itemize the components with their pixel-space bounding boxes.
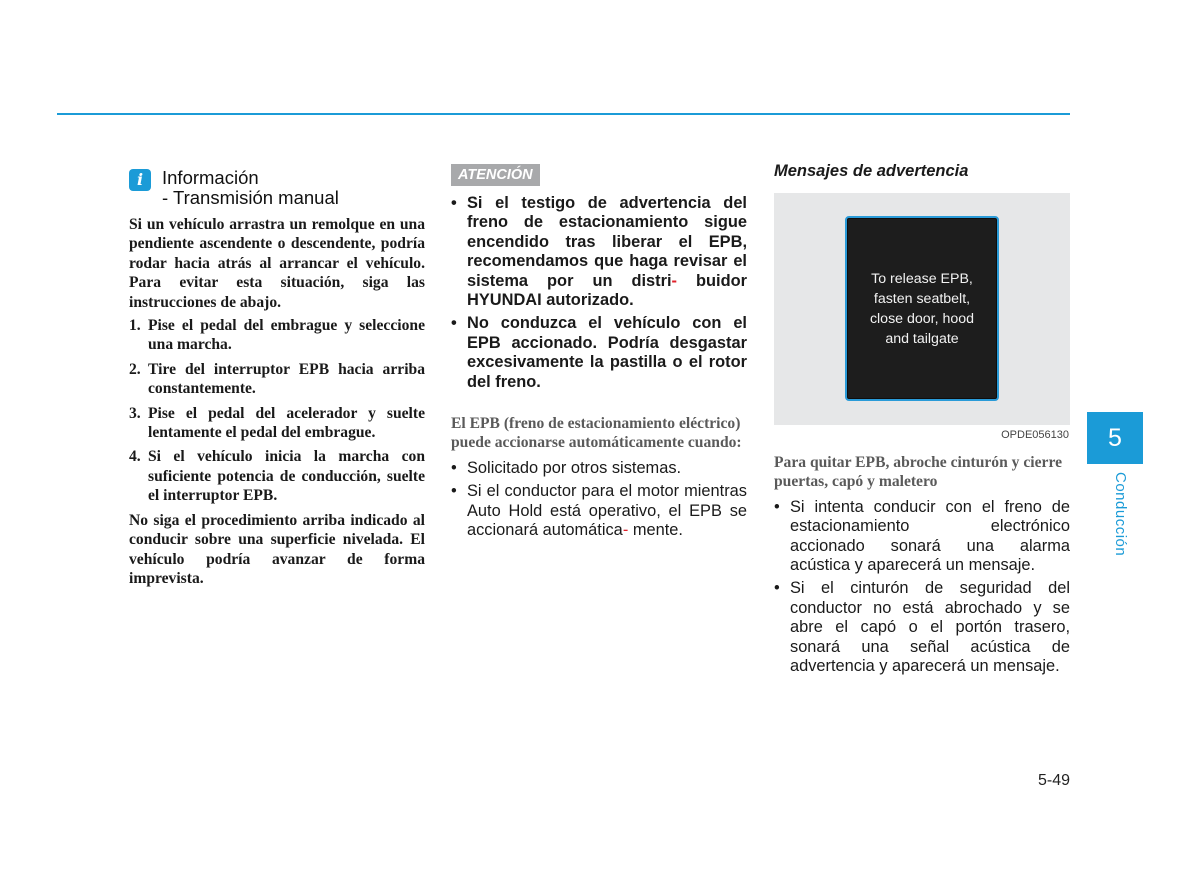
info-header: [129, 168, 425, 208]
list-item: [451, 194, 747, 310]
step-text: Pise el pedal del acelerador y suelte lentamente el pedal del embrague.: [148, 404, 425, 442]
info-title-line2: - Transmisión manual: [162, 187, 339, 208]
auto-apply-list: [451, 459, 747, 541]
warnings-text-2: Si el cinturón de seguridad del conductor no está abrochado y se abre el capó o el portón trasero, sonará una señal acústica de advertencia y aparecerá un mensaje.: [790, 579, 1070, 676]
bullet-icon: •: [774, 497, 780, 516]
header-rule: [57, 113, 1070, 115]
list-item: [774, 579, 1070, 676]
info-section: [129, 168, 425, 588]
list-item: [451, 482, 747, 540]
warnings-heading: Para quitar EPB, abroche cinturón y cierre puertas, capó y maletero: [774, 454, 1063, 491]
step-text: Pise el pedal del embrague y seleccione una marcha.: [148, 317, 425, 354]
step-number: 2.: [129, 360, 141, 378]
step-item: [129, 360, 425, 399]
auto-apply-heading: El EPB (freno de estacionamiento eléctrico) puede accionarse automáticamente cuando:: [451, 415, 742, 452]
step-item: [129, 316, 425, 355]
step-number: 3.: [129, 404, 141, 422]
figure-code: OPDE056130: [1001, 429, 1069, 441]
display-line: and tailgate: [885, 331, 959, 347]
hyphen-mark: -: [622, 521, 629, 540]
step-text: Tire del interruptor EPB hacia arriba constantemente.: [148, 360, 425, 398]
info-steps: [129, 316, 425, 506]
list-item: [451, 314, 747, 392]
display-line: fasten seatbelt,: [873, 291, 971, 307]
display-line: To release EPB,: [871, 271, 973, 287]
step-number: 1.: [129, 317, 141, 335]
warnings-text-1: Si intenta conducir con el freno de estacionamiento electrónico accionado sonará una alarma acústica y aparecerá un mensaje.: [790, 497, 1070, 575]
warnings-section: [774, 160, 1070, 680]
info-closing: No siga el procedimiento arriba indicado al conducir sobre una superficie nivelada. El vehículo podría avanzar de forma imprevista.: [129, 511, 425, 587]
warnings-list: [774, 498, 1070, 677]
list-item: [451, 459, 747, 478]
hyphen-mark: -: [671, 271, 678, 290]
attention-section: [451, 164, 747, 545]
display-line: close door, hood: [869, 311, 975, 327]
list-item: [774, 498, 1070, 576]
info-intro: Si un vehículo arrastra un remolque en una pendiente ascendente o descendente, podría rodar hacia atrás al arrancar el vehículo. Para evitar esta situación, siga las instrucciones de abajo.: [129, 216, 425, 311]
bullet-icon: •: [451, 458, 457, 477]
chapter-label: Conducción: [1112, 472, 1129, 557]
cluster-display: [845, 216, 999, 401]
info-title-line1: Información: [162, 167, 259, 188]
cluster-figure: [774, 193, 1070, 425]
step-item: [129, 404, 425, 443]
step-text: Si el vehículo inicia la marcha con suficiente potencia de conducción, suelte el interruptor EPB.: [148, 448, 425, 505]
page-number: 5-49: [1037, 772, 1070, 789]
warnings-title: Mensajes de advertencia: [774, 162, 969, 180]
attention-text-2: No conduzca el vehículo con el EPB accionado. Podría desgastar excesivamente la pastilla o el rotor del freno.: [467, 314, 747, 391]
auto-apply-text-2: Si el conductor para el motor mientras Auto Hold está operativo, el EPB se accionará automática- mente.: [467, 482, 747, 540]
info-title: [162, 168, 339, 208]
step-item: [129, 447, 425, 505]
attention-badge: ATENCIÓN: [451, 164, 540, 186]
attention-text-1: Si el testigo de advertencia del freno de estacionamiento sigue encendido tras liberar el EPB, recomendamos que haga revisar el sistema por un distri- buidor HYUNDAI autorizado.: [467, 194, 747, 310]
step-number: 4.: [129, 448, 141, 466]
bullet-icon: •: [774, 579, 780, 598]
bullet-icon: •: [451, 194, 457, 212]
auto-apply-text-1: Solicitado por otros sistemas.: [467, 458, 682, 477]
attention-list: [451, 194, 747, 392]
bullet-icon: •: [451, 314, 457, 333]
info-icon: i: [129, 169, 151, 191]
chapter-number: 5: [1087, 412, 1143, 464]
bullet-icon: •: [451, 482, 457, 501]
